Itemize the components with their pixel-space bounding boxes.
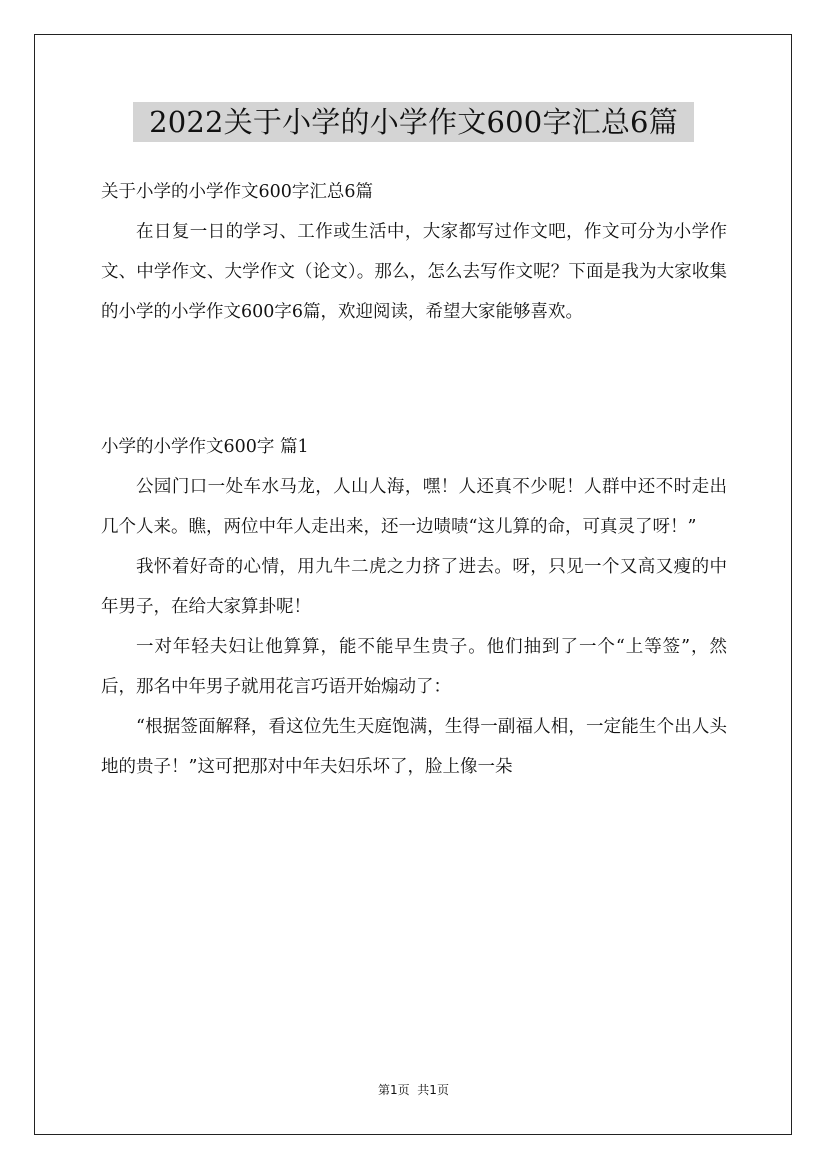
document-body [101, 172, 727, 787]
document-title: 2022关于小学的小学作文600字汇总6篇 [133, 102, 694, 142]
page-number-footer: 第1页 共1页 [378, 1083, 449, 1097]
document-subtitle: 关于小学的小学作文600字汇总6篇 [101, 182, 374, 202]
section-heading: 小学的小学作文600字 篇1 [101, 437, 309, 457]
section-gap [101, 332, 727, 427]
body-paragraph: 我怀着好奇的心情，用九牛二虎之力挤了进去。呀，只见一个又高又瘦的中年男子，在给大家算卦呢！ [101, 557, 727, 617]
body-paragraph: 公园门口一处车水马龙，人山人海，嘿！人还真不少呢！人群中还不时走出几个人来。瞧，两位中年人走出来，还一边啧啧“这儿算的命，可真灵了呀！” [101, 477, 727, 537]
body-paragraph: “根据签面解释，看这位先生天庭饱满，生得一副福人相，一定能生个出人头地的贵子！”这可把那对中年夫妇乐坏了，脸上像一朵 [101, 717, 727, 777]
intro-paragraph: 在日复一日的学习、工作或生活中，大家都写过作文吧，作文可分为小学作文、中学作文、大学作文（论文）。那么，怎么去写作文呢？下面是我为大家收集的小学的小学作文600字6篇，欢迎阅读，希望大家能够喜欢。 [101, 222, 727, 322]
body-paragraph: 一对年轻夫妇让他算算，能不能早生贵子。他们抽到了一个“上等签”，然后，那名中年男子就用花言巧语开始煽动了： [101, 637, 727, 697]
